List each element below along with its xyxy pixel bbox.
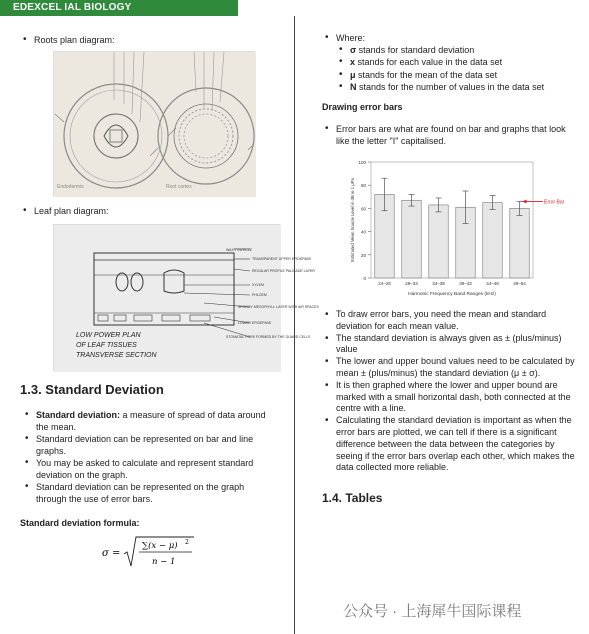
y-tick-label: 0: [363, 276, 366, 281]
x-axis-label: Harmonic Frequency Band Ranges (kHz): [408, 292, 496, 297]
where-list: [336, 44, 576, 94]
sd-bullet-list: [22, 409, 274, 505]
leaf-label-phloem: PHLOEM: [252, 293, 267, 297]
bar: [483, 203, 502, 278]
formula-exponent: 2: [185, 539, 189, 546]
x-tick-label: 49–54: [513, 281, 526, 286]
chart-plot-area: [371, 162, 533, 278]
leaf-plan-diagram: [53, 224, 319, 371]
x-tick-label: 34–38: [432, 281, 445, 286]
formula-denominator: n − 1: [152, 557, 176, 567]
y-tick-label: 80: [360, 183, 366, 189]
leaf-label-spongy: SPONGY MESOPHYLL LAYER WITH AIR SPACES: [238, 305, 319, 309]
error-item-4: • It is then graphed where the lower and upper bound are marked with a small horizontal dash, both connected at the centre with a line.: [322, 380, 580, 415]
error-item-3: • The lower and upper bound values need to be calculated by mean ± (plus/minus) the standard deviation (μ ± σ).: [322, 356, 580, 380]
bar: [429, 205, 448, 278]
where-label: • Where:: [322, 32, 577, 44]
error-bar-chart: [333, 158, 573, 300]
roots-sketch-svg: [54, 52, 256, 197]
leaf-label-lower-epidermis: LOWER EPIDERMIS: [238, 321, 272, 325]
where-item-mu: • μ stands for the mean of the data set: [336, 69, 576, 81]
leaf-label-upper-epidermis: TRANSPARENT UPPER EPIDERMIS: [252, 257, 311, 261]
x-tick-label: 24–28: [378, 281, 391, 286]
leaf-label-stomata: STOMATAL PORE FORMED BY THE GUARD CELLS: [226, 335, 311, 339]
y-tick-label: 40: [360, 229, 366, 235]
where-item-x: • x stands for each value in the data set: [336, 56, 576, 68]
sd-item-calculate: • You may be asked to calculate and represent standard deviation on the graph.: [22, 457, 274, 481]
bar: [402, 200, 421, 278]
formula-numerator: ∑(x − μ): [142, 541, 178, 551]
error-intro: • Error bars are what are found on bar and graphs that look like the letter "I" capitalised.: [322, 123, 580, 148]
error-bar-list: [322, 309, 580, 474]
leaf-label-palisade: REGULAR PROFILE PALISADE LAYER: [252, 269, 315, 273]
sd-item-definition: • Standard deviation: a measure of spread of data around the mean.: [22, 409, 274, 433]
leaf-diagram-bullet: • Leaf plan diagram:: [20, 205, 280, 217]
leaf-label-cuticle: WAXY CUTICLE: [226, 248, 253, 252]
page-header: EDEXCEL IAL BIOLOGY: [0, 0, 238, 16]
x-tick-label: 39–43: [459, 281, 472, 286]
roots-diagram-bullet: • Roots plan diagram:: [20, 34, 280, 46]
section-heading-tables: 1.4. Tables: [322, 491, 383, 505]
y-tick-label: 100: [358, 160, 366, 165]
x-tick-label: 29–33: [405, 281, 418, 286]
annotation-label: Error Bar: [544, 199, 565, 206]
sd-item-error-bars: • Standard deviation can be represented on the graph through the use of error bars.: [22, 481, 274, 505]
column-divider: [294, 16, 295, 634]
sd-item-representation: • Standard deviation can be represented on bar and line graphs.: [22, 433, 274, 457]
y-axis-label: Estimated Mean Source Level in dB re 1 μPa: [350, 178, 355, 262]
leaf-caption-line-2: OF LEAF TISSUES: [76, 342, 137, 349]
y-tick-label: 20: [360, 252, 366, 258]
where-item-n: • N stands for the number of values in the data set: [336, 81, 576, 93]
leaf-sketch-svg: [54, 225, 319, 372]
leaf-label-xylem: XYLEM: [252, 283, 264, 287]
error-item-5: • Calculating the standard deviation is important as when the error bars are plotted, we can tell if there is a significant difference between the data between the categories by seeing if the error bars overlap each other, which makes the data collected more reliable.: [322, 415, 580, 474]
sd-formula: [102, 535, 212, 571]
formula-lhs: σ =: [102, 548, 121, 559]
leaf-caption-line-3: TRANSVERSE SECTION: [76, 352, 157, 359]
root-label-right: Root cortex: [166, 184, 192, 190]
error-item-1: • To draw error bars, you need the mean and standard deviation for each mean value.: [322, 309, 580, 333]
bar: [510, 208, 529, 278]
watermark-text: 公众号 · 上海犀牛国际课程: [343, 603, 522, 620]
roots-plan-diagram: [53, 51, 255, 196]
x-tick-label: 44–48: [486, 281, 499, 286]
formula-heading: Standard deviation formula:: [20, 518, 140, 528]
root-label-left: Endodermis: [57, 184, 84, 190]
section-heading-standard-deviation: 1.3. Standard Deviation: [20, 382, 164, 397]
error-bars-heading: Drawing error bars: [322, 102, 403, 112]
error-item-2: • The standard deviation is always given as ± (plus/minus) value: [322, 333, 580, 357]
y-tick-label: 60: [360, 206, 366, 212]
where-item-sigma: • σ stands for standard deviation: [336, 44, 576, 56]
leaf-caption-line-1: LOW POWER PLAN: [76, 332, 141, 339]
